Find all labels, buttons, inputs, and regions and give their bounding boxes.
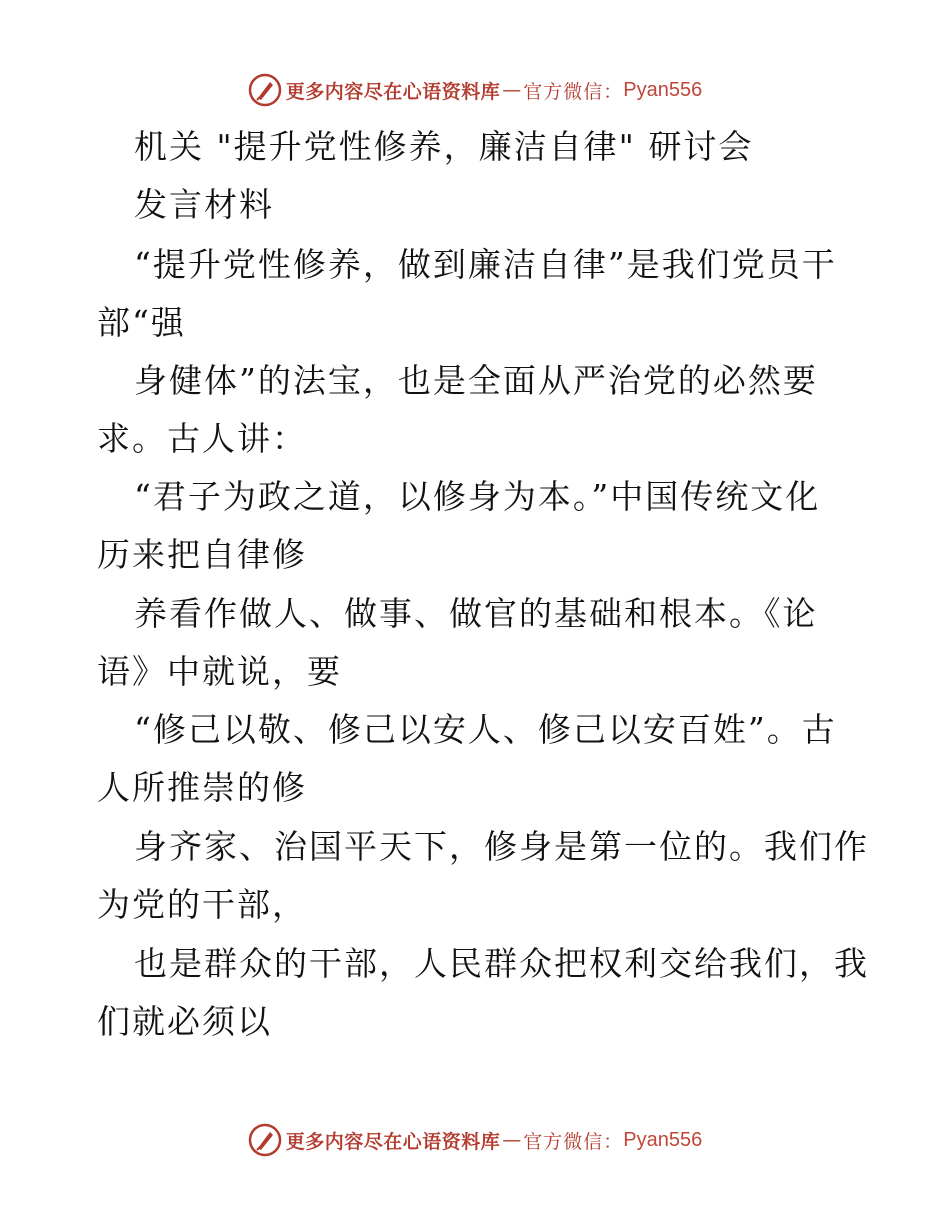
text-line: 语》中就说，要 [97, 652, 342, 691]
watermark-text: 更多内容尽在心语资料库 [285, 1130, 501, 1153]
text-line: 人所推崇的修 [97, 768, 307, 807]
watermark-sub: 官方微信： [523, 1130, 624, 1153]
document-title: 机关 "提升党性修养，廉洁自律" 研讨会 [134, 127, 754, 166]
text-line: 为党的干部， [97, 885, 307, 924]
quill-icon [248, 1123, 282, 1157]
watermark-id: Pyan556 [623, 78, 703, 101]
footer-watermark [0, 1120, 950, 1160]
text-line: “提升党性修养，做到廉洁自律”是我们党员干 [134, 245, 837, 284]
document-subtitle: 发言材料 [134, 185, 274, 224]
text-line: “修己以敬、修己以安人、修己以安百姓”。古 [134, 710, 837, 749]
header-watermark [0, 70, 950, 110]
text-line: “君子为政之道，以修身为本。”中国传统文化 [134, 477, 821, 516]
text-line: 历来把自律修 [97, 535, 307, 574]
watermark-sub: 官方微信： [523, 80, 624, 103]
text-line: 养看作做人、做事、做官的基础和根本。《论 [134, 594, 818, 633]
quill-icon [248, 73, 282, 107]
watermark-id: Pyan556 [623, 1128, 703, 1151]
text-line: 也是群众的干部，人民群众把权利交给我们，我 [134, 944, 869, 983]
text-line: 身健体”的法宝，也是全面从严治党的必然要 [134, 361, 818, 400]
watermark-dash: — [502, 1129, 522, 1151]
text-line: 身齐家、治国平天下，修身是第一位的。我们作 [134, 827, 869, 866]
watermark-text: 更多内容尽在心语资料库 [285, 80, 501, 103]
text-line: 们就必须以 [97, 1002, 272, 1041]
text-line: 求。古人讲： [97, 419, 307, 458]
text-line: 部“强 [97, 303, 186, 342]
watermark-dash: — [502, 79, 522, 101]
